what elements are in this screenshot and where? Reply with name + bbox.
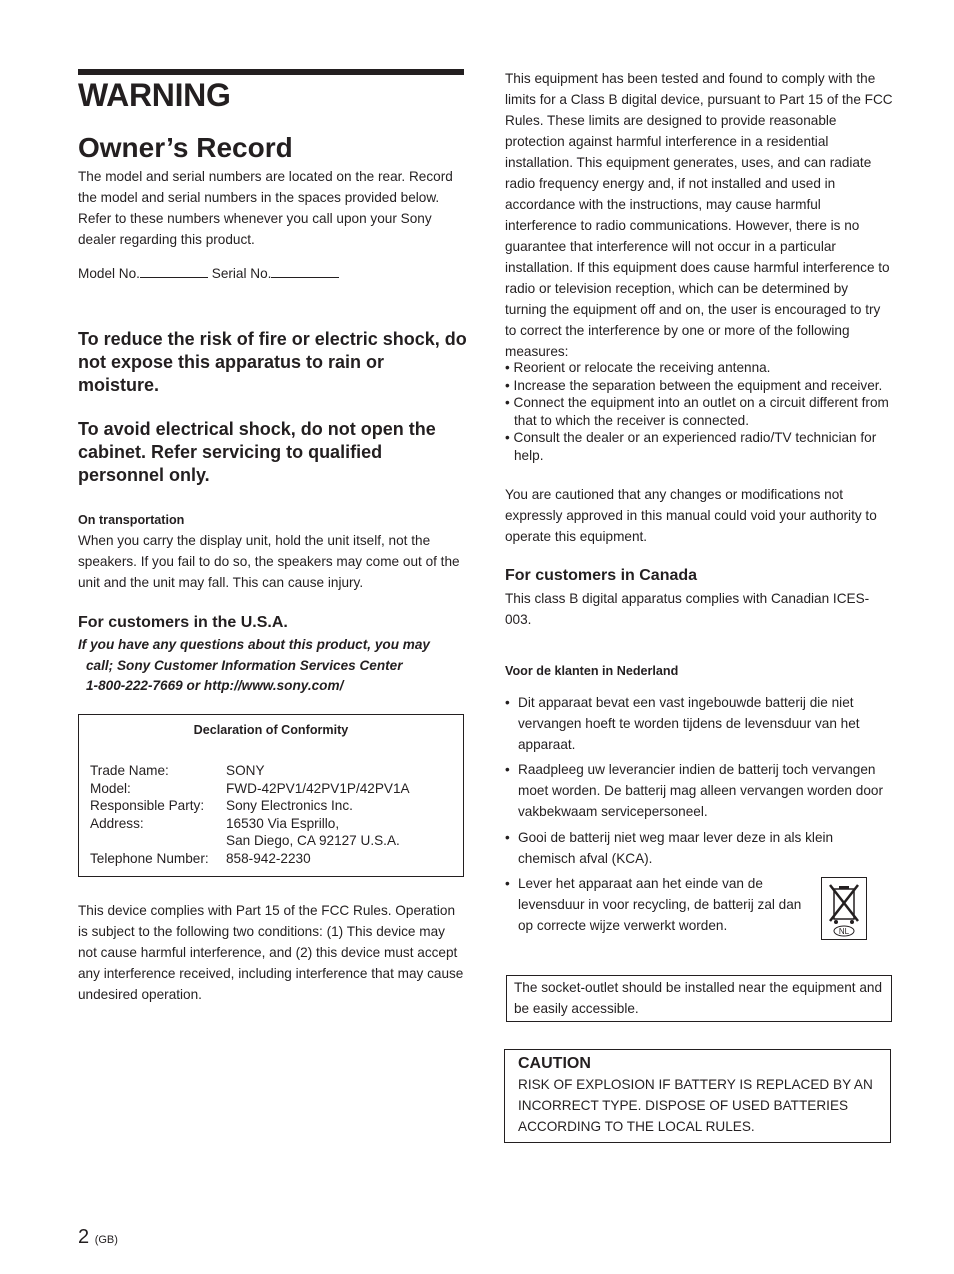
nl-heading: Voor de klanten in Nederland (505, 664, 679, 678)
fcc-part15-text: This device complies with Part 15 of the FCC Rules. Operation is subject to the following two conditions: (1) This device may not cause harmful interference, and (2) this device must accept any interference received, including interference that may cause undesired operation. (78, 903, 464, 1002)
list-item: • Reorient or relocate the receiving antenna. (505, 360, 771, 375)
list-item: • Connect the equipment into an outlet on a circuit different from that to which the receiver is connected. (505, 395, 889, 428)
canada-heading: For customers in Canada (505, 567, 698, 584)
list-item: • Consult the dealer or an experienced radio/TV technician for help. (505, 430, 877, 463)
bullet: • (505, 829, 510, 845)
header-rule (78, 69, 464, 75)
declaration-label: Address: (90, 815, 144, 831)
usa-contact (78, 635, 464, 697)
list-item (505, 693, 890, 755)
declaration-value: Sony Electronics Inc. (226, 798, 353, 813)
owners-record-heading: Owner’s Record (78, 132, 293, 163)
owners-record-text: The model and serial numbers are located on the rear. Record the model and serial numbers in the spaces provided below. Refer to these numbers whenever you call upon your Sony dealer regarding this product. (78, 169, 453, 247)
bullet: • (505, 876, 510, 892)
page-number-value: 2 (78, 1226, 90, 1248)
declaration-row (90, 762, 265, 780)
page-title: WARNING (78, 77, 231, 113)
list-item: • Increase the separation between the equipment and receiver. (505, 377, 883, 393)
fire-shock-warning: To reduce the risk of fire or electric shock, do not expose this apparatus to rain or moisture. (78, 329, 467, 395)
declaration-row (90, 797, 353, 815)
caution-box (504, 1049, 891, 1143)
declaration-value: 858-942-2230 (226, 850, 311, 866)
fcc-measures-list (505, 359, 893, 465)
declaration-row (90, 832, 400, 850)
canada-text: This class B digital apparatus complies with Canadian ICES-003. (505, 591, 870, 627)
declaration-value: SONY (226, 763, 265, 778)
declaration-value: FWD-42PV1/42PV1P/42PV1A (226, 780, 410, 796)
declaration-row (90, 850, 311, 868)
bullet: • (505, 695, 510, 710)
fcc-compliance-text: This equipment has been tested and found to comply with the limits for a Class B digital device, pursuant to Part 15 of the FCC Rules. These limits are designed to provide reasonable protection against harmful interference in a residential installation. This equipment generates, uses, and can radiate radio frequency energy and, if not installed and used in accordance with the instructions, may cause harmful interference to radio communications. However, there is no guarantee that interference will not occur in a particular installation. If this equipment does cause harmful interference to radio or television reception, which can be determined by turning the equipment off and on, the user is encouraged to try to correct the interference by one or more of the following measures: (505, 71, 893, 359)
model-blank (140, 265, 208, 278)
declaration-value: 16530 Via Esprillo, (226, 815, 340, 831)
bullet: • (505, 762, 510, 778)
list-item-text: Lever het apparaat aan het einde van de levensduur in voor recycling, de batterij zal dan op correcte wijze verwerkt worden. (518, 876, 802, 933)
declaration-label: Model: (90, 780, 131, 796)
fcc-caution-text: You are cautioned that any changes or modifications not expressly approved in this manual could void your authority to operate this equipment. (505, 487, 877, 544)
declaration-label: Trade Name: (90, 763, 169, 778)
transport-text: When you carry the display unit, hold the unit itself, not the speakers. If you fail to do so, the speakers may come out of the unit and the unit may fall. This can cause injury. (78, 533, 460, 590)
list-item-text: Gooi de batterij niet weg maar lever deze in als klein chemisch afval (KCA). (518, 829, 834, 866)
usa-contact-line3: 1-800-222-7669 or http://www.sony.com/ (86, 678, 344, 693)
page-region: (GB) (94, 1234, 118, 1246)
declaration-box (78, 714, 464, 877)
declaration-row (90, 780, 410, 798)
list-item (505, 828, 890, 870)
recycle-symbol-label: NL (838, 927, 850, 936)
serial-blank (271, 265, 339, 278)
list-item (505, 760, 890, 822)
declaration-row (90, 815, 339, 833)
transport-heading: On transportation (78, 513, 185, 527)
model-serial-line (78, 263, 464, 284)
list-item-text: Dit apparaat bevat een vast ingebouwde batterij die niet vervangen hoeft te worden tijdens de levensduur van het apparaat. (518, 695, 860, 752)
caution-title: CAUTION (518, 1055, 591, 1072)
cabinet-warning: To avoid electrical shock, do not open the cabinet. Refer servicing to qualified personnel only. (78, 419, 436, 485)
socket-outlet-box (506, 975, 892, 1022)
list-item (505, 874, 802, 936)
socket-outlet-text: The socket-outlet should be installed near the equipment and be easily accessible. (514, 980, 883, 1016)
caution-text: RISK OF EXPLOSION IF BATTERY IS REPLACED BY AN INCORRECT TYPE. DISPOSE OF USED BATTERIES ACCORDING TO THE LOCAL RULES. (518, 1077, 873, 1134)
battery-recycling-icon (821, 877, 867, 940)
usa-contact-line1: If you have any questions about this product, you may (78, 637, 430, 652)
declaration-label: Telephone Number: (90, 850, 209, 866)
model-label: Model No. (78, 266, 140, 281)
usa-heading: For customers in the U.S.A. (78, 614, 288, 631)
page-number (78, 1225, 118, 1252)
usa-contact-line2: call; Sony Customer Information Services Center (86, 657, 403, 673)
serial-label: Serial No. (211, 266, 272, 281)
declaration-title: Declaration of Conformity (193, 723, 349, 737)
declaration-value: San Diego, CA 92127 U.S.A. (226, 833, 400, 848)
declaration-label: Responsible Party: (90, 798, 205, 813)
list-item-text: Raadpleeg uw leverancier indien de batterij toch vervangen moet worden. De batterij mag alleen vervangen worden door vakbekwaam servicepersoneel. (518, 762, 883, 819)
